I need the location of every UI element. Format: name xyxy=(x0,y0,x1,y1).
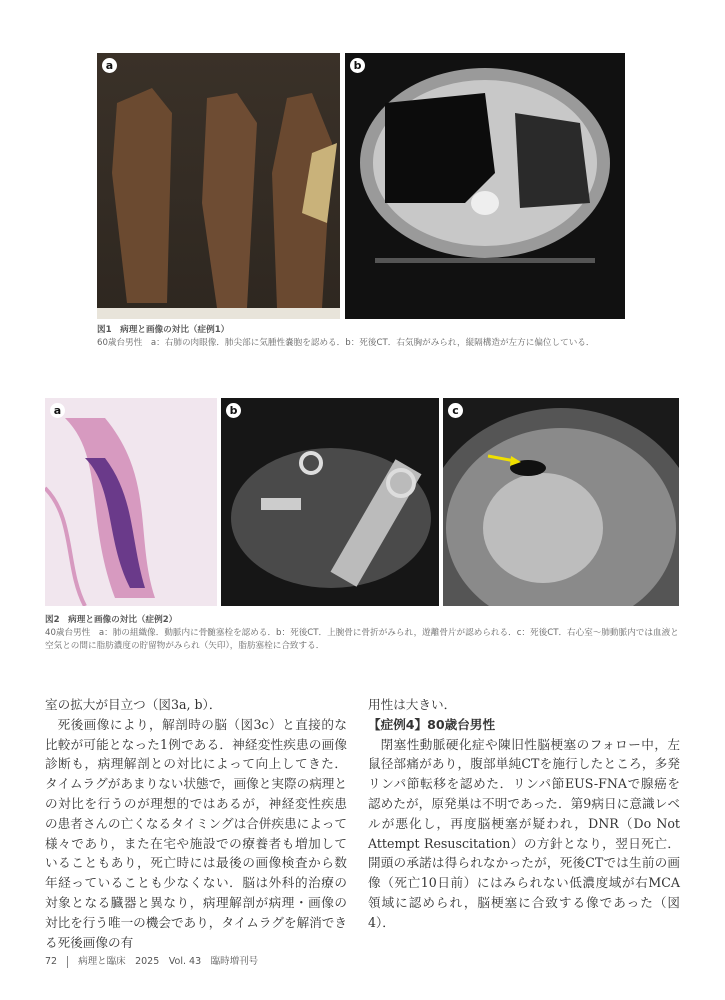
figure1-caption-text: 60歳台男性 a：右肺の肉眼像．肺尖部に気腫性嚢胞を認める．b：死後CT．右気胸がみられ，縦隔構造が左方に偏位している． xyxy=(97,338,595,348)
paragraph: 室の拡大が目立つ（図3a, b）． xyxy=(45,697,222,712)
figure1-title: 図1 病理と画像の対比（症例1） xyxy=(97,325,230,335)
figure1-panel-a-lung-photo xyxy=(97,53,340,319)
panel-label-a: a xyxy=(50,403,65,418)
page-footer xyxy=(45,953,258,968)
figure2-caption xyxy=(45,614,679,653)
case-heading: 【症例4】80歳台男性 xyxy=(368,716,496,732)
panel-label-b: b xyxy=(350,58,365,73)
paragraph: 閉塞性動脈硬化症や陳旧性脳梗塞のフォロー中，左鼠径部痛があり，腹部単純CTを施行したところ，多発リンパ節転移を認めた．リンパ節EUS-FNAで腺癌を認めたが，原発巣は不明であった．第9病日に意識レベルが悪化し，再度脳梗塞が疑われ，DNR（Do Not Attempt Resuscitation）の方針となり，翌日死亡．開頭の承諾は得られなかったが，死後CTでは生前の画像（死亡10日前）にはみられない低濃度域が右MCA領域に認められ，脳梗塞に合致する像であった（図4）． xyxy=(368,736,680,930)
ct-chest-image xyxy=(345,53,625,319)
figure2-panel-a-histology xyxy=(45,398,217,606)
body-right-column xyxy=(368,695,680,933)
panel-label-a: a xyxy=(102,58,117,73)
figure2-caption-text: 40歳台男性 a：肺の組織像．動脈内に骨髄塞栓を認める．b：死後CT．上腕骨に骨折がみられ，遊離骨片が認められる．c：死後CT．右心室～肺動脈内では血液と空気との間に脂肪濃度の貯留物がみられ（矢印），脂肪塞栓に合致する． xyxy=(45,628,679,651)
body-left-column xyxy=(45,695,347,952)
figure2-panel-c-ct xyxy=(443,398,679,606)
lung-specimen-image xyxy=(97,53,340,319)
figure2-title: 図2 病理と画像の対比（症例2） xyxy=(45,615,178,625)
panel-label-c: c xyxy=(448,403,463,418)
panel-label-b: b xyxy=(226,403,241,418)
paragraph: 用性は大きい． xyxy=(368,697,457,712)
figure1-panel-b-ct xyxy=(345,53,625,319)
paragraph: 死後画像により，解剖時の脳（図3c）と直接的な比較が可能となった1例である．神経変性疾患の画像診断も，病理解剖との対比によって向上してきた．タイムラグがあまりない状態で，画像と実際の病理との対比を行うのが理想的ではあるが，神経変性疾患の患者さんの亡くなるタイミングは合併疾患によって様々であり，また在宅や施設での療養者も増加していることもあり，死亡時には最後の画像検査から数年経っていることも少なくない．脳は外科的治療の対象となる臓器と異なり，病理解剖が病理・画像の対比を行う唯一の機会であり，タイムラグを解消できる死後画像の有 xyxy=(45,716,347,950)
divider xyxy=(67,956,68,968)
ct-heart-image xyxy=(443,398,679,606)
page-number: 72 xyxy=(45,956,58,967)
ct-shoulder-image xyxy=(221,398,439,606)
histology-image xyxy=(45,398,217,606)
journal-name: 病理と臨床 2025 Vol. 43 臨時増刊号 xyxy=(78,956,259,967)
figure2-panel-b-ct xyxy=(221,398,439,606)
figure1-caption xyxy=(97,324,625,350)
